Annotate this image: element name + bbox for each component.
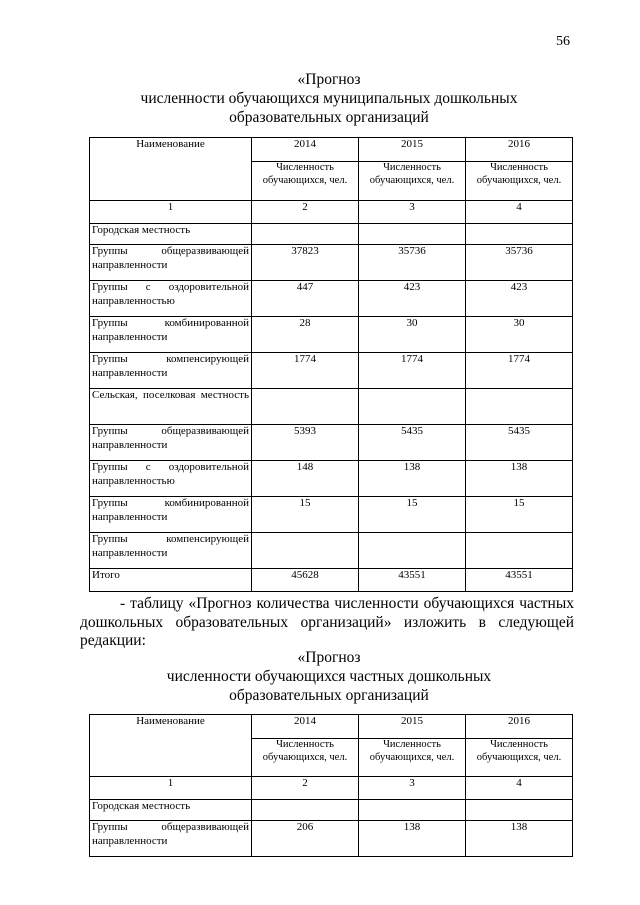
value-cell: 1774 [359, 353, 466, 389]
value-cell: 138 [359, 821, 466, 857]
row-name-cell: Группы общеразвивающей направленности [90, 425, 252, 461]
total-row [90, 569, 573, 592]
row-name-cell: Городская местность [90, 224, 252, 245]
header-name-cell: Наименование [90, 138, 252, 201]
table-row [90, 353, 573, 389]
value-cell: 37823 [252, 245, 359, 281]
value-cell [466, 224, 573, 245]
index-cell: 2 [252, 777, 359, 800]
index-cell: 2 [252, 201, 359, 224]
table2-title-line: образовательных организаций [229, 687, 429, 704]
value-cell: 423 [466, 281, 573, 317]
value-cell: 1774 [252, 353, 359, 389]
paragraph-line: - таблицу «Прогноз количества численности обучающихся частных [120, 595, 574, 612]
table-row [90, 389, 573, 425]
row-name-cell: Группы комбинированной направленности [90, 317, 252, 353]
table2-title [80, 648, 578, 705]
table1-title [80, 70, 578, 127]
value-cell: 28 [252, 317, 359, 353]
index-cell: 3 [359, 777, 466, 800]
table1-title-line: численности обучающихся муниципальных дошкольных [140, 90, 518, 107]
row-name-cell: Группы общеразвивающей направленности [90, 821, 252, 857]
table-row [90, 497, 573, 533]
table-row [90, 281, 573, 317]
header-year-cell: 2015 [359, 138, 466, 162]
value-cell: 30 [359, 317, 466, 353]
row-name-cell: Городская местность [90, 800, 252, 821]
table2-title-line: численности обучающихся частных дошкольных [166, 668, 492, 685]
row-name-cell: Группы комбинированной направленности [90, 497, 252, 533]
value-cell: 447 [252, 281, 359, 317]
header-year-cell: 2016 [466, 138, 573, 162]
index-row [90, 201, 573, 224]
table1-title-line: образовательных организаций [229, 109, 429, 126]
value-cell: 35736 [466, 245, 573, 281]
subheader-cell: Численность обучающихся, чел. [359, 739, 466, 777]
table-row [90, 317, 573, 353]
value-cell [466, 800, 573, 821]
instruction-paragraph [80, 595, 574, 651]
value-cell: 15 [466, 497, 573, 533]
value-cell: 5435 [466, 425, 573, 461]
value-cell [252, 533, 359, 569]
value-cell: 15 [359, 497, 466, 533]
value-cell [252, 389, 359, 425]
page-number: 56 [556, 34, 570, 49]
value-cell: 30 [466, 317, 573, 353]
table-row [90, 461, 573, 497]
value-cell [466, 533, 573, 569]
forecast-table-municipal [89, 137, 573, 592]
index-row [90, 777, 573, 800]
value-cell [359, 389, 466, 425]
subheader-cell: Численность обучающихся, чел. [252, 162, 359, 201]
value-cell: 43551 [359, 569, 466, 592]
subheader-cell: Численность обучающихся, чел. [359, 162, 466, 201]
value-cell: 43551 [466, 569, 573, 592]
value-cell: 423 [359, 281, 466, 317]
value-cell [466, 389, 573, 425]
header-name-cell: Наименование [90, 715, 252, 777]
row-name-cell: Группы компенсирующей направленности [90, 533, 252, 569]
table-row [90, 533, 573, 569]
forecast-table-private [89, 714, 573, 857]
row-name-cell: Группы компенсирующей направленности [90, 353, 252, 389]
value-cell: 148 [252, 461, 359, 497]
table-row [90, 800, 573, 821]
value-cell: 5393 [252, 425, 359, 461]
table2-title-line: «Прогноз [297, 649, 361, 666]
header-row [90, 138, 573, 162]
header-year-cell: 2014 [252, 715, 359, 739]
row-name-cell: Итого [90, 569, 252, 592]
row-name-cell: Группы с оздоровительной направленностью [90, 281, 252, 317]
value-cell [359, 800, 466, 821]
value-cell [252, 800, 359, 821]
table1-title-line: «Прогноз [297, 71, 361, 88]
table-row [90, 245, 573, 281]
value-cell: 5435 [359, 425, 466, 461]
index-cell: 3 [359, 201, 466, 224]
value-cell: 1774 [466, 353, 573, 389]
row-name-cell: Группы с оздоровительной направленностью [90, 461, 252, 497]
header-year-cell: 2016 [466, 715, 573, 739]
header-year-cell: 2014 [252, 138, 359, 162]
table-row [90, 425, 573, 461]
index-cell: 4 [466, 201, 573, 224]
header-row [90, 715, 573, 739]
table-row [90, 821, 573, 857]
value-cell: 138 [466, 821, 573, 857]
index-cell: 4 [466, 777, 573, 800]
header-year-cell: 2015 [359, 715, 466, 739]
value-cell: 35736 [359, 245, 466, 281]
index-cell: 1 [90, 201, 252, 224]
subheader-cell: Численность обучающихся, чел. [252, 739, 359, 777]
value-cell: 15 [252, 497, 359, 533]
row-name-cell: Группы общеразвивающей направленности [90, 245, 252, 281]
value-cell [359, 533, 466, 569]
subheader-cell: Численность обучающихся, чел. [466, 739, 573, 777]
index-cell: 1 [90, 777, 252, 800]
paragraph-line: редакции: [80, 632, 146, 649]
paragraph-line: дошкольных образовательных организаций» изложить в следующей [80, 613, 574, 631]
table-row [90, 224, 573, 245]
value-cell [359, 224, 466, 245]
value-cell: 138 [359, 461, 466, 497]
value-cell: 138 [466, 461, 573, 497]
row-name-cell: Сельская, поселковая местность [90, 389, 252, 425]
value-cell: 45628 [252, 569, 359, 592]
subheader-cell: Численность обучающихся, чел. [466, 162, 573, 201]
value-cell: 206 [252, 821, 359, 857]
value-cell [252, 224, 359, 245]
